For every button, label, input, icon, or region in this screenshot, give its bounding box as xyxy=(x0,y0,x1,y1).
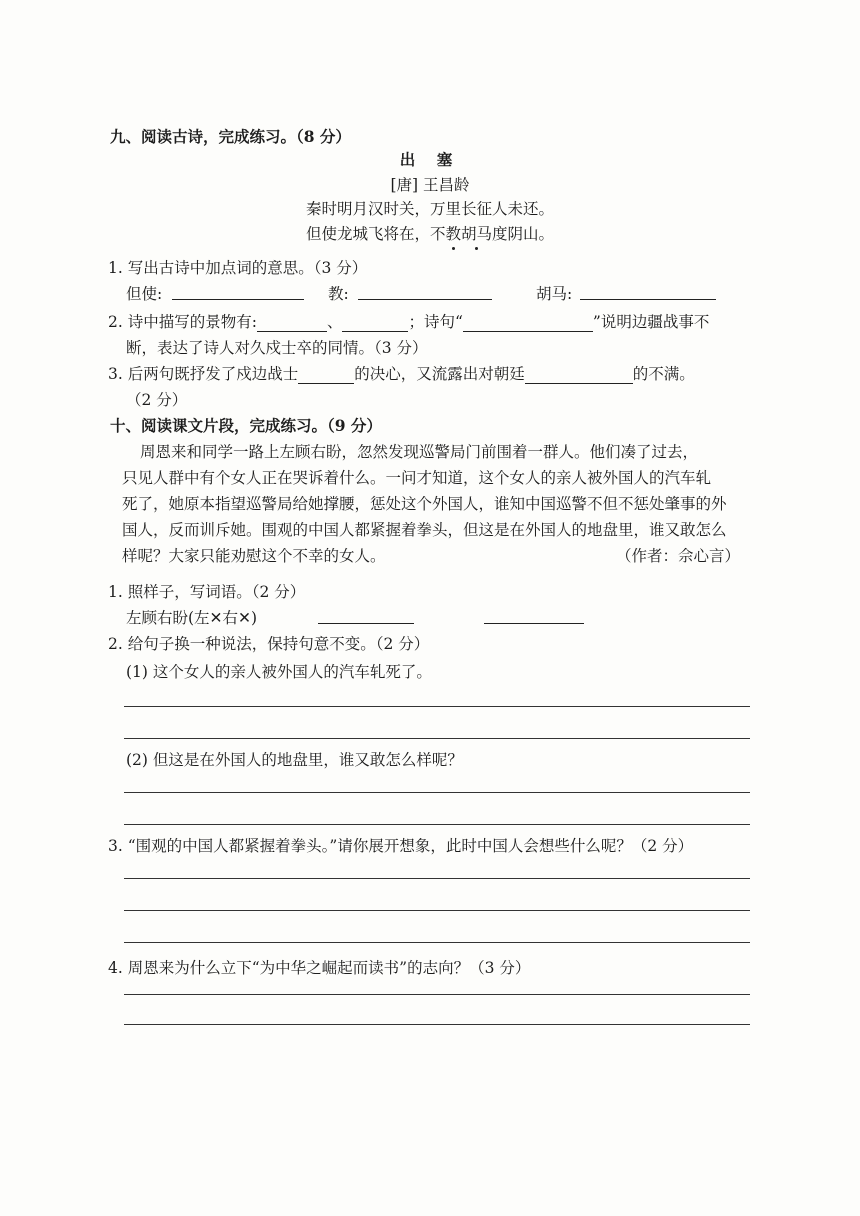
s9-q3-line1 xyxy=(108,364,695,384)
answer-blank-huma[interactable] xyxy=(580,284,716,300)
q3-text: 的不满。 xyxy=(632,365,695,383)
s10-q1-example: 左顾右盼(左✕右✕) xyxy=(126,609,258,627)
answer-blank-scenery-2[interactable] xyxy=(342,316,408,332)
poem-title: 出 塞 xyxy=(399,150,461,169)
section9-heading: 九、阅读古诗，完成练习。（8 分） xyxy=(110,127,351,146)
passage-line: 国人，反而训斥她。围观的中国人都紧握着拳头，但这是在外国人的地盘里，谁又敢怎么 xyxy=(122,521,727,539)
s10-q1-stem: 1. 照样子，写词语。（2 分） xyxy=(108,583,306,601)
answer-line[interactable] xyxy=(124,824,750,825)
answer-line[interactable] xyxy=(124,942,750,943)
answer-blank-poem-line[interactable] xyxy=(463,316,593,332)
q3-text: 的决心，又流露出对朝廷 xyxy=(354,365,525,383)
answer-blank-scenery-1[interactable] xyxy=(257,316,327,332)
passage-line: 只见人群中有个女人正在哭诉着什么。一问才知道，这个女人的亲人被外国人的汽车轧 xyxy=(122,469,712,487)
dotted-word-huma: 胡马 xyxy=(461,225,493,243)
dotted-word-jiao: 教 xyxy=(445,225,462,243)
answer-blank-word-1[interactable] xyxy=(318,608,414,624)
poem-line-1: 秦时明月汉时关，万里长征人未还。 xyxy=(305,200,554,218)
answer-line[interactable] xyxy=(124,910,750,911)
answer-blank-word-2[interactable] xyxy=(484,608,584,624)
answer-blank-court[interactable] xyxy=(525,368,633,384)
s9-q1-label-jiao: 教: xyxy=(328,285,349,303)
q2-text: ；诗句“ xyxy=(408,313,463,331)
answer-line[interactable] xyxy=(124,994,750,995)
answer-blank-resolve[interactable] xyxy=(298,368,354,384)
s9-q2-line1 xyxy=(108,312,709,332)
poem-author: [唐] 王昌龄 xyxy=(390,176,470,194)
s9-q1-label-danshi: 但使: xyxy=(126,285,163,303)
passage-line: 死了，她原本指望巡警局给她撑腰，惩处这个外国人，谁知中国巡警不但不惩处肇事的外 xyxy=(122,495,727,513)
passage-line: 周恩来和同学一路上左顾右盼，忽然发现巡警局门前围着一群人。他们凑了过去， xyxy=(140,443,699,461)
s10-q2-sub1: (1) 这个女人的亲人被外国人的汽车轧死了。 xyxy=(126,663,432,681)
answer-line[interactable] xyxy=(124,1024,750,1025)
poem-line-2 xyxy=(230,224,630,244)
q2-text: 2. 诗中描写的景物有: xyxy=(108,313,257,331)
answer-line[interactable] xyxy=(124,706,750,707)
s10-q2-sub2: (2) 但这是在外国人的地盘里，谁又敢怎么样呢？ xyxy=(126,751,463,769)
answer-line[interactable] xyxy=(124,738,750,739)
section10-heading: 十、阅读课文片段，完成练习。（9 分） xyxy=(110,416,382,435)
s9-q1-label-huma: 胡马: xyxy=(536,285,573,303)
poem-text: 但使 xyxy=(305,225,337,243)
answer-blank-danshi[interactable] xyxy=(172,284,304,300)
s9-q1-stem: 1. 写出古诗中加点词的意思。（3 分） xyxy=(108,259,368,277)
s10-q4-stem: 4. 周恩来为什么立下“为中华之崛起而读书”的志向？（3 分） xyxy=(108,959,531,977)
passage-line: 样呢？大家只能劝慰这个不幸的女人。 xyxy=(122,547,386,565)
q2-sep: 、 xyxy=(326,313,343,331)
s10-q3-stem: 3. “围观的中国人都紧握着拳头。”请你展开想象，此时中国人会想些什么呢？（2 分） xyxy=(108,837,694,855)
q2-text: ”说明边疆战事不 xyxy=(592,313,710,331)
s9-q2-line2: 断，表达了诗人对久戍士卒的同情。（3 分） xyxy=(126,339,428,357)
answer-line[interactable] xyxy=(124,792,750,793)
poem-text: 度阴山。 xyxy=(492,225,555,243)
passage-source: （作者：佘心言） xyxy=(616,547,741,565)
s9-q3-line2: （2 分） xyxy=(126,391,188,409)
answer-line[interactable] xyxy=(124,878,750,879)
answer-blank-jiao[interactable] xyxy=(358,284,492,300)
s10-q2-stem: 2. 给句子换一种说法，保持句意不变。（2 分） xyxy=(108,635,430,653)
q3-text: 3. 后两句既抒发了戍边战士 xyxy=(108,365,299,383)
poem-text: 飞将在，不 xyxy=(367,225,446,243)
poem-text: 龙城 xyxy=(336,225,368,243)
